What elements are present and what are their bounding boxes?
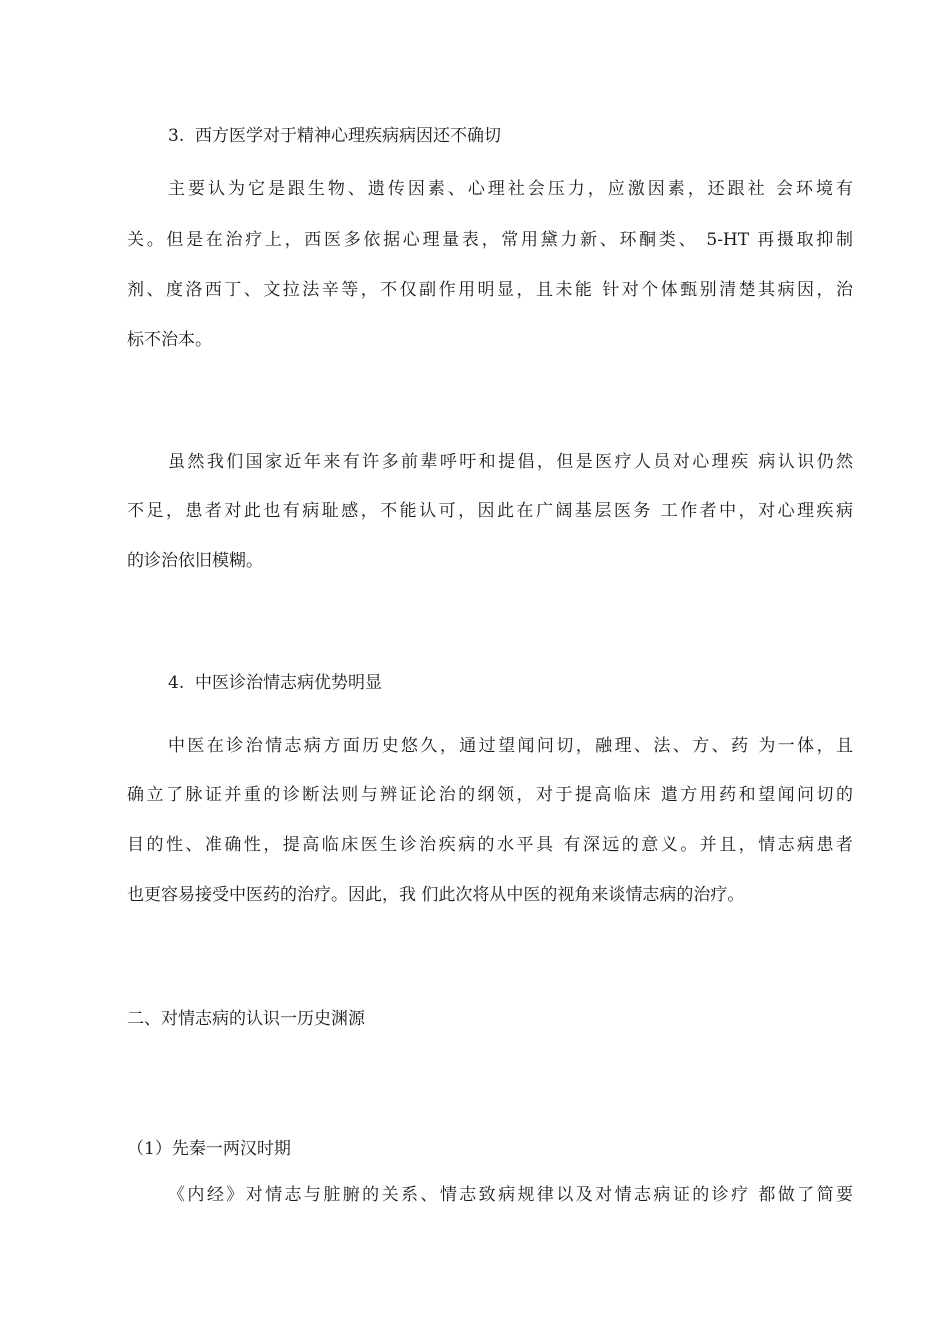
paragraph-line: 虽然我们国家近年来有许多前辈呼吁和提倡，但是医疗人员对心理疾 病认识仍然: [168, 452, 853, 472]
paragraph-line: 《内经》对情志与脏腑的关系、情志致病规律以及对情志病证的诊疗 都做了简要: [168, 1185, 853, 1205]
paragraph-line: 标不治本。: [127, 330, 212, 350]
section-heading-3: 3. 西方医学对于精神心理疾病病因还不确切: [168, 126, 502, 146]
paragraph-line: 关。但是在治疗上，西医多依据心理量表，常用黛力新、环酮类、 5-HT 再摄取抑制: [127, 230, 853, 250]
paragraph-line: 不足，患者对此也有病耻感，不能认可，因此在广阔基层医务 工作者中，对心理疾病: [127, 501, 853, 521]
subheading-1: （1）先秦一两汉时期: [127, 1139, 291, 1159]
section-heading-4: 4. 中医诊治情志病优势明显: [168, 673, 383, 693]
paragraph-line: 剂、度洛西丁、文拉法辛等，不仅副作用明显，且未能 针对个体甄别清楚其病因，治: [127, 280, 853, 300]
paragraph-line: 目的性、准确性，提高临床医生诊治疾病的水平具 有深远的意义。并且，情志病患者: [127, 835, 853, 855]
paragraph-line: 中医在诊治情志病方面历史悠久，通过望闻问切，融理、法、方、药 为一体，且: [168, 736, 853, 756]
paragraph-line: 也更容易接受中医药的治疗。因此，我 们此次将从中医的视角来谈情志病的治疗。: [127, 885, 745, 905]
paragraph-line: 主要认为它是跟生物、遗传因素、心理社会压力，应激因素，还跟社 会环境有: [168, 179, 853, 199]
paragraph-line: 确立了脉证并重的诊断法则与辨证论治的纲领，对于提高临床 遣方用药和望闻问切的: [127, 785, 853, 805]
section-heading-2: 二、对情志病的认识一历史渊源: [127, 1009, 365, 1029]
paragraph-line: 的诊治依旧模糊。: [127, 551, 263, 571]
